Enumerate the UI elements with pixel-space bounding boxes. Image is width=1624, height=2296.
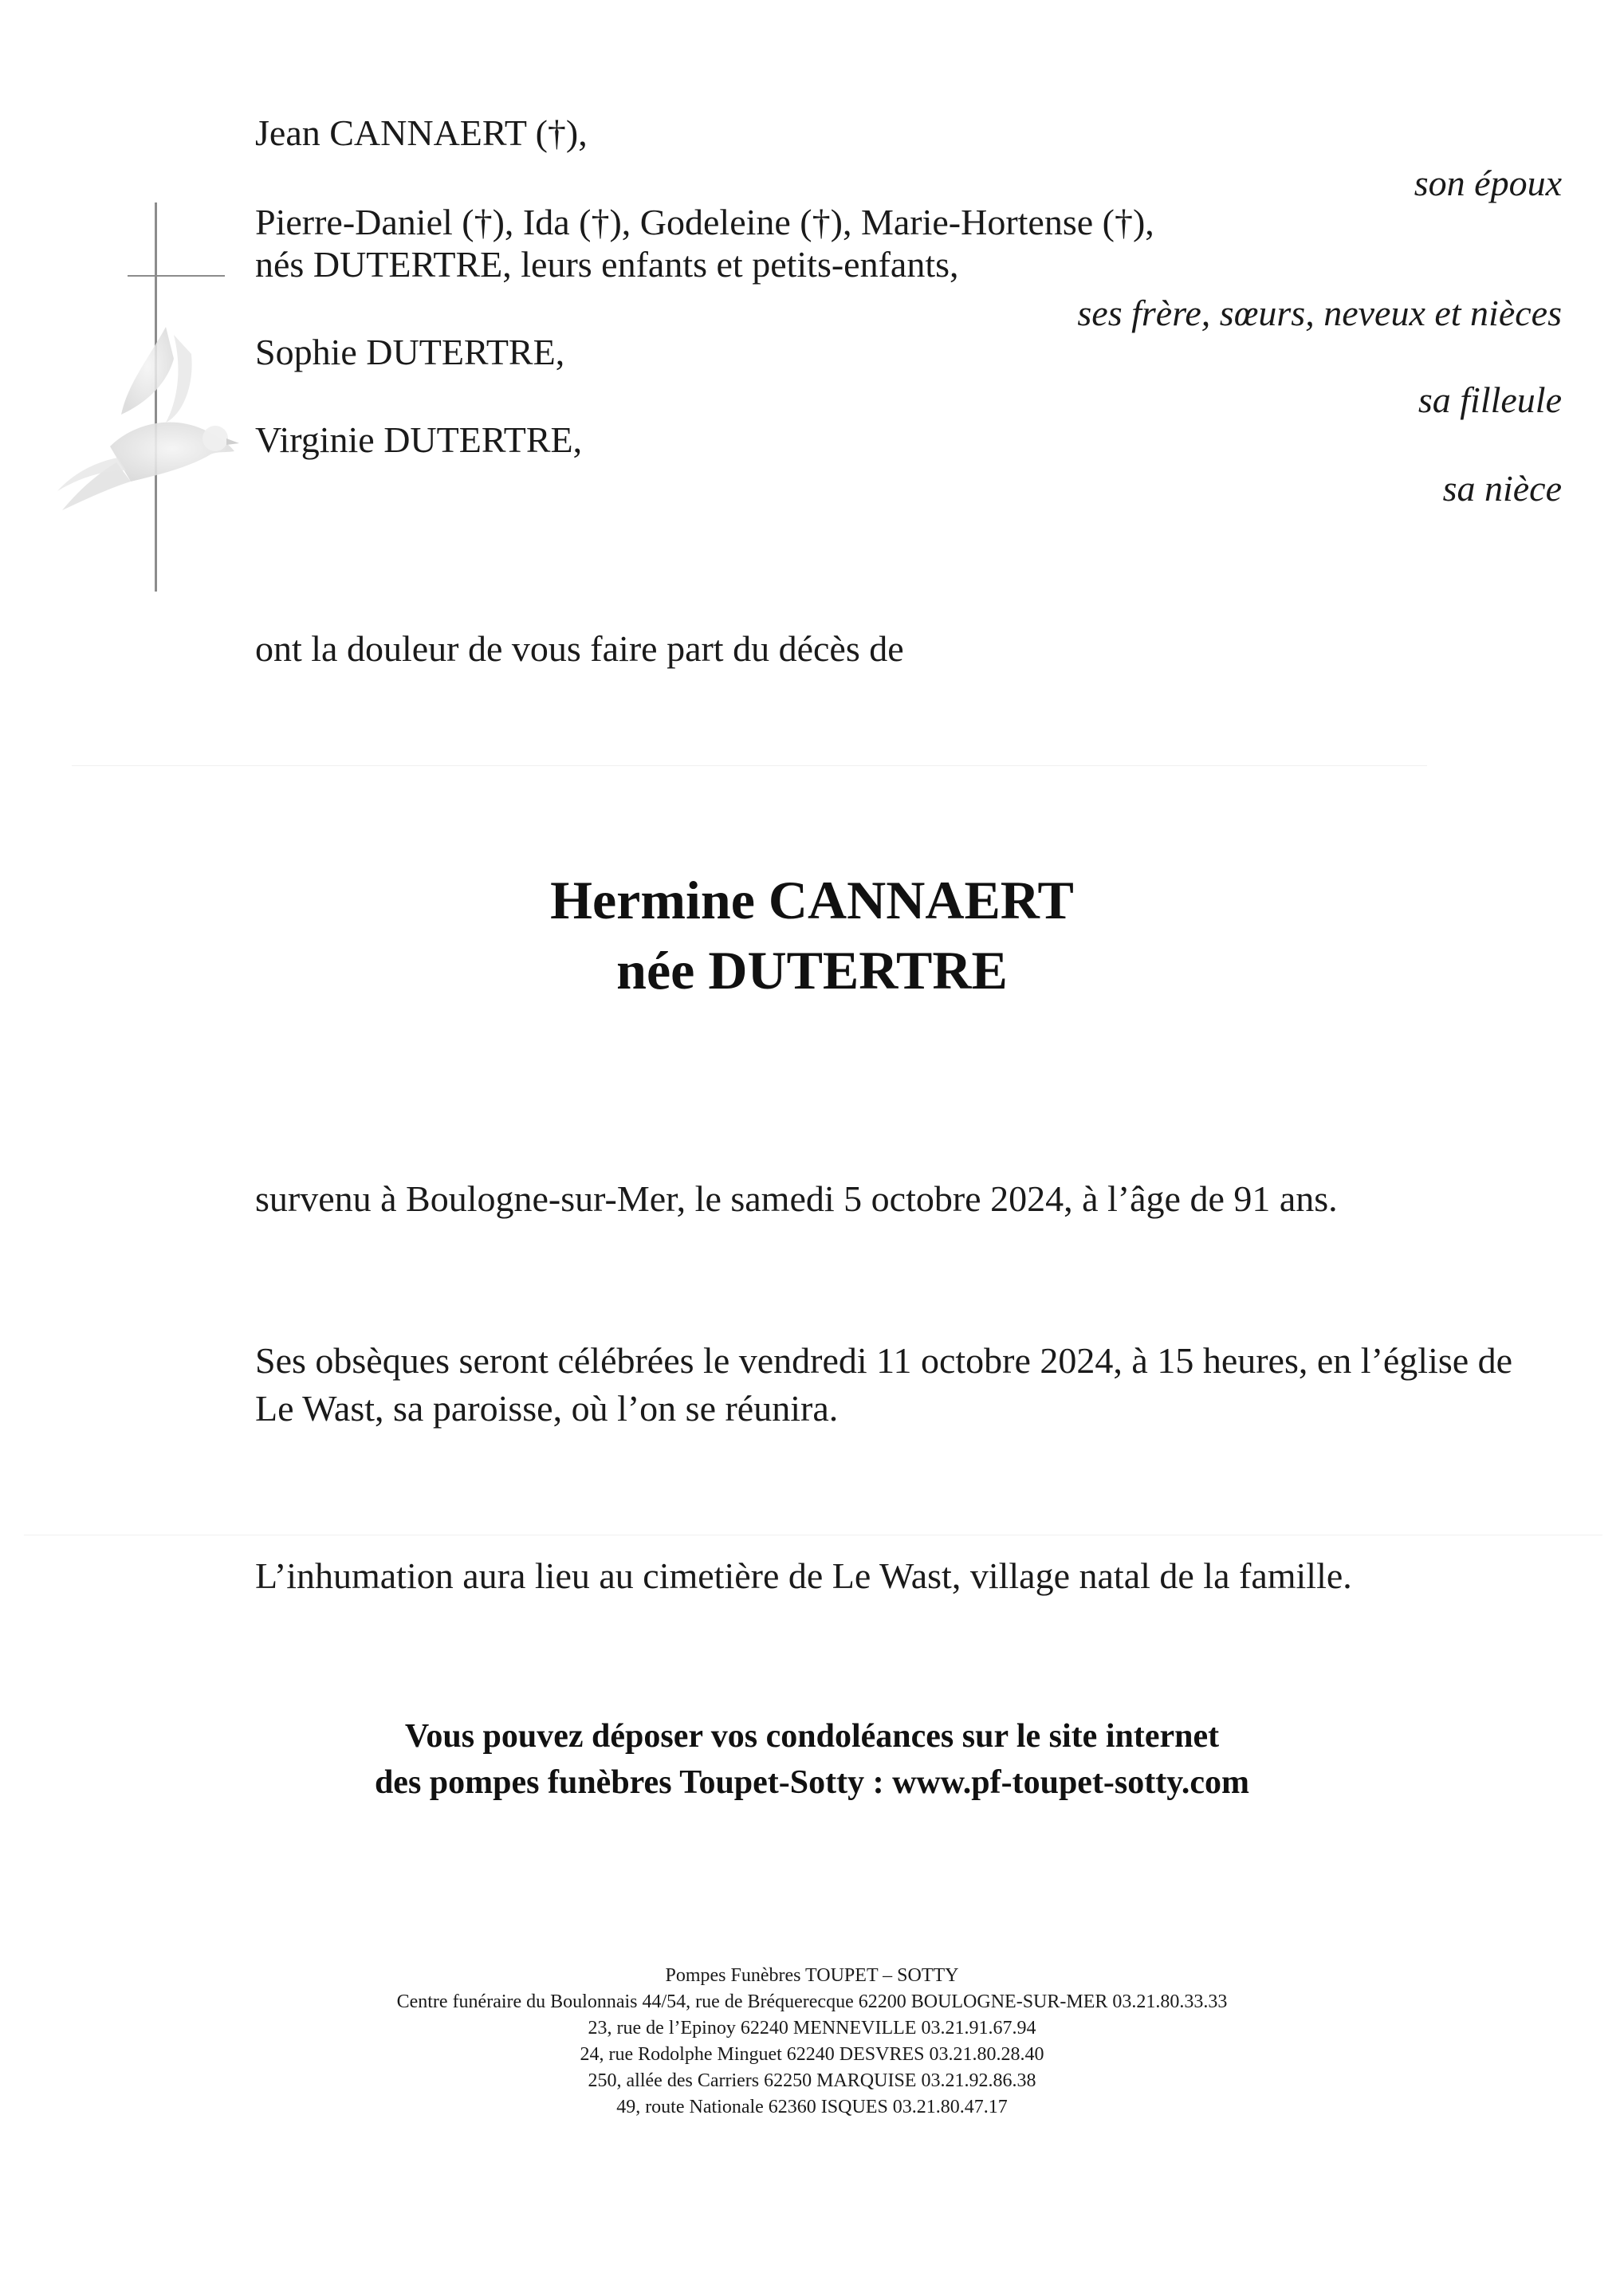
footer-address: 250, allée des Carriers 62250 MARQUISE 03.21.92.86.38 xyxy=(588,2070,1036,2091)
footer-address: 23, rue de l’Epinoy 62240 MENNEVILLE 03.21.91.67.94 xyxy=(588,2018,1036,2038)
deceased-name: Hermine CANNAERT xyxy=(550,870,1074,930)
relation-filleule: sa filleule xyxy=(1418,379,1562,420)
family-virginie: Virginie DUTERTRE, xyxy=(255,419,583,460)
condolences-line2: des pompes funèbres Toupet-Sotty : www.pf-toupet-sotty.com xyxy=(374,1764,1250,1801)
funeral-line2: Le Wast, sa paroisse, où l’on se réunira. xyxy=(255,1388,839,1429)
dove-icon xyxy=(54,311,246,518)
family-sophie: Sophie DUTERTRE, xyxy=(255,332,565,372)
relation-epoux: son époux xyxy=(1414,163,1562,203)
family-siblings-line2: nés DUTERTRE, leurs enfants et petits-enfants, xyxy=(255,244,959,285)
family-siblings-line1: Pierre-Daniel (†), Ida (†), Godeleine (†), Marie-Hortense (†), xyxy=(255,202,1154,242)
deceased-maiden-name: née DUTERTRE xyxy=(616,940,1008,1001)
divider xyxy=(72,765,1427,766)
funeral-line1: Ses obsèques seront célébrées le vendredi 11 octobre 2024, à 15 heures, en l’église de xyxy=(255,1340,1513,1381)
footer-address: 49, route Nationale 62360 ISQUES 03.21.80.47.17 xyxy=(616,2097,1008,2117)
cross-horizontal-bar xyxy=(128,275,225,277)
funeral-home-footer xyxy=(0,1963,1624,2121)
footer-address: 24, rue Rodolphe Minguet 62240 DESVRES 03.21.80.28.40 xyxy=(580,2044,1044,2065)
death-info: survenu à Boulogne-sur-Mer, le samedi 5 octobre 2024, à l’âge de 91 ans. xyxy=(255,1178,1338,1219)
family-jean: Jean CANNAERT (†), xyxy=(255,112,588,153)
funeral-home-name: Pompes Funèbres TOUPET – SOTTY xyxy=(665,1965,959,1986)
relation-niece: sa nièce xyxy=(1442,468,1562,509)
footer-address: Centre funéraire du Boulonnais 44/54, rue de Bréquerecque 62200 BOULOGNE-SUR-MER 03.21.80.33.33 xyxy=(396,1991,1228,2012)
burial-info: L’inhumation aura lieu au cimetière de Le Wast, village natal de la famille. xyxy=(255,1555,1352,1596)
condolences-line1: Vous pouvez déposer vos condoléances sur le site internet xyxy=(404,1718,1220,1755)
relation-freres: ses frère, sœurs, neveux et nièces xyxy=(1077,293,1562,333)
announcement-text: ont la douleur de vous faire part du décès de xyxy=(255,628,904,669)
